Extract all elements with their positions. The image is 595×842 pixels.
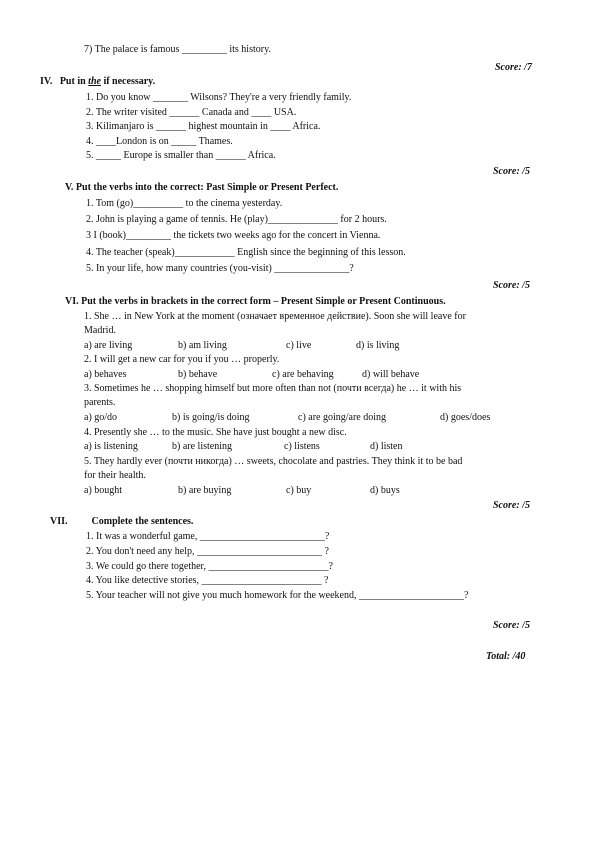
s6-title: VI. Put the verbs in brackets in the correct form – Present Simple or Present Continuous. [65, 296, 446, 307]
s6-q3-option-a: a) go/do [84, 412, 118, 423]
s6-q2: 2. I will get a new car for you if you … properly. [84, 354, 280, 365]
s7-heading [50, 516, 193, 528]
s6-q4-option-d: d) listen [370, 441, 403, 452]
s6-q5-option-c: c) buy [286, 485, 312, 496]
s5-item: 4. The teacher (speak)____________ English since the beginning of this lesson. [86, 247, 406, 258]
s6-q1-option-b: b) am living [178, 340, 227, 351]
s7-item: 4. You like detective stories, ________________________ ? [86, 575, 329, 586]
s6-q1-option-a: a) are living [84, 340, 133, 351]
s6-q5-line2: for their health. [84, 470, 146, 481]
s6-q5-line1: 5. They hardly ever (почти никогда) … sweets, chocolate and pastries. They think it to be bad [84, 456, 463, 467]
score-s5: Score: /5 [493, 280, 530, 291]
score-s6: Score: /5 [493, 500, 530, 511]
s4-item: 5. _____ Europe is smaller than ______ Africa. [86, 150, 276, 161]
total-score: Total: /40 [486, 651, 526, 662]
s6-q5-option-b: b) are buying [178, 485, 232, 496]
s4-title-post: if necessary. [100, 76, 156, 87]
s4-num: IV. [40, 76, 53, 87]
s6-q4-option-a: a) is listening [84, 441, 138, 452]
s6-q1-line1: 1. She … in New York at the moment (означает временное действие). Soon she will leave for [84, 311, 466, 322]
s7-item: 3. We could go there together, ________________________? [86, 561, 333, 572]
s4-heading [40, 76, 155, 88]
s5-item: 2. John is playing a game of tennis. He (play)______________ for 2 hours. [86, 214, 387, 225]
s5-item: 5. In your life, how many countries (you-visit) _______________? [86, 263, 354, 274]
s5-item: 3 I (book)_________ the tickets two weeks ago for the concert in Vienna. [86, 230, 381, 241]
s4-item: 4. ____London is on _____ Thames. [86, 136, 233, 147]
s4-title-the: the [88, 76, 101, 87]
s6-q1-option-d: d) is living [356, 340, 400, 351]
s6-q1-option-c: c) live [286, 340, 312, 351]
s6-q4: 4. Presently she … to the music. She have just bought a new disc. [84, 427, 347, 438]
s4-title-pre: Put in [59, 76, 89, 87]
s7-item: 1. It was a wonderful game, _________________________? [86, 531, 330, 542]
s5-title: V. Put the verbs into the correct: Past Simple or Present Perfect. [65, 182, 339, 193]
s6-q4-option-b: b) are listening [172, 441, 232, 452]
score-s7: Score: /5 [493, 620, 530, 631]
score-s4: Score: /5 [493, 166, 530, 177]
score-s3: Score: /7 [495, 62, 532, 73]
s7-item: 2. You don't need any help, _________________________ ? [86, 546, 329, 557]
s5-item: 1. Tom (go)__________ to the cinema yesterday. [86, 198, 283, 209]
s3-item7: 7) The palace is famous _________ its history. [84, 44, 271, 55]
s6-q3-option-d: d) goes/does [440, 412, 491, 423]
s4-item: 3. Kilimanjaro is ______ highest mountain in ____ Africa. [86, 121, 321, 132]
s6-q3-line2: parents. [84, 397, 116, 408]
s6-q3-line1: 3. Sometimes he … shopping himself but more often than not (почти всегда) he … it with his [84, 383, 462, 394]
s4-item: 1. Do you know _______ Wilsons? They're a very friendly family. [86, 92, 352, 103]
s6-q2-option-c: c) are behaving [272, 369, 334, 380]
s6-q3-option-c: c) are going/are doing [298, 412, 387, 423]
s6-q2-option-a: a) behaves [84, 369, 127, 380]
s6-q1-line2: Madrid. [84, 325, 116, 336]
s7-num: VII. [50, 516, 68, 527]
s4-item: 2. The writer visited ______ Canada and ____ USA. [86, 107, 297, 118]
s6-q3-option-b: b) is going/is doing [172, 412, 250, 423]
s6-q4-option-c: c) listens [284, 441, 320, 452]
s6-q5-option-d: d) buys [370, 485, 400, 496]
s6-q2-option-b: b) behave [178, 369, 218, 380]
s7-title: Complete the sentences. [91, 516, 194, 527]
s6-q2-option-d: d) will behave [362, 369, 420, 380]
s6-q5-option-a: a) bought [84, 485, 123, 496]
s7-item: 5. Your teacher will not give you much homework for the weekend, _____________________? [86, 590, 469, 601]
